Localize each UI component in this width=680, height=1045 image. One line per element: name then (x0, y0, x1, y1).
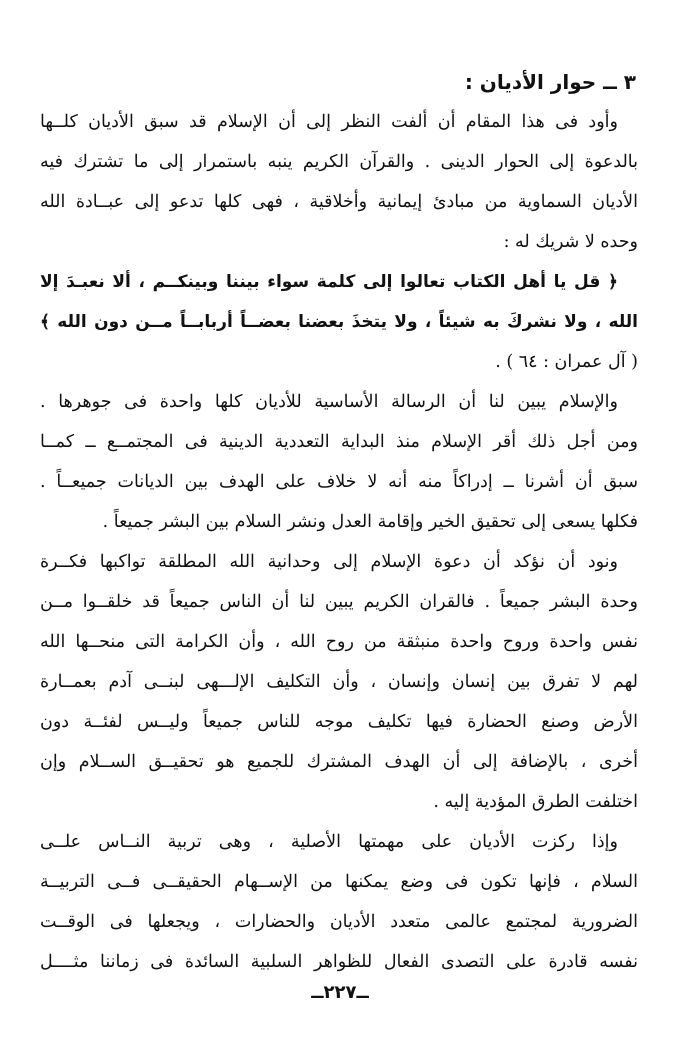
text-line: الأديان السماوية من مبادئ إيمانية وأخلاقية ، فهى كلها تدعو إلى عبــادة الله (40, 192, 638, 212)
text-line: الضرورية لمجتمع عالمى متعدد الأديان والحضارات ، ويجعلها فى الوقــت (40, 912, 638, 932)
text-line: بالدعوة إلى الحوار الدينى . والقرآن الكريم ينبه باستمرار إلى ما تشترك فيه (40, 152, 638, 172)
text-line: السلام ، فإنها تكون فى وضع يمكنها من الإســهام الحقيقــى فــى التربيــة (40, 872, 638, 892)
text-line: نفس واحدة وروح واحدة منبثقة من روح الله ، وأن الكرامة التى منحــها الله (40, 632, 638, 652)
quran-verse-line: ﴿ قل يا أهل الكتاب تعالوا إلى كلمة سواء بيننا وبينكــم ، ألا نعبـدَ إلا (40, 272, 618, 292)
verse-citation: ( آل عمران : ٦٤ ) . (495, 352, 638, 372)
text-line: ومن أجل ذلك أقر الإسلام منذ البداية التعددية الدينية فى المجتمــع ــ كمــا (40, 432, 638, 452)
text-line: لهم لا تفرق بين إنسان وإنسان ، وأن التكليف الإلـــهى لبنــى آدم بعمــارة (40, 672, 638, 692)
text-line: اختلفت الطرق المؤدية إليه . (433, 792, 638, 812)
text-line: وأود فى هذا المقام أن ألفت النظر إلى أن الإسلام قد سبق الأديان كلــها (40, 112, 618, 132)
page-number: ــ٢٢٧ــ (311, 982, 369, 1003)
page-body (40, 62, 638, 982)
text-line: نفسه قادرة على التصدى الفعال للظواهر السلبية السائدة فى زماننا مثــــل (40, 952, 638, 972)
text-line: الأرض وصنع الحضارة فيها تكليف موجه للناس جميعاً وليــس لفئــة دون (40, 712, 638, 732)
text-line: وحده لا شريك له : (503, 232, 638, 252)
text-line: وحدة البشر جميعاً . فالقران الكريم يبين لنا أن الناس جميعاً قد خلقــوا مــن (40, 592, 638, 612)
text-line: أخرى ، بالإضافة إلى أن الهدف المشترك للجميع هو تحقيــق الســلام وإن (40, 752, 638, 772)
section-heading: ٣ ــ حوار الأديان : (464, 70, 636, 94)
text-line: وإذا ركزت الأديان على مهمتها الأصلية ، وهى تربية النــاس علــى (40, 832, 618, 852)
text-line: سبق أن أشرنا ــ إدراكاً منه أنه لا خلاف على الهدف بين الديانات جميعــاً . (40, 472, 638, 492)
quran-verse-line: الله ، ولا نشركَ به شيئاً ، ولا يتخذَ بعضنا بعضــاً أربابــاً مــن دون الله ﴾ (40, 312, 638, 332)
text-line: ونود أن نؤكد أن دعوة الإسلام إلى وحدانية الله المطلقة تواكبها فكــرة (40, 552, 618, 572)
text-line: فكلها يسعى إلى تحقيق الخير وإقامة العدل ونشر السلام بين البشر جميعاً . (102, 512, 638, 532)
text-line: والإسلام يبين لنا أن الرسالة الأساسية للأديان كلها واحدة فى جوهرها . (40, 392, 618, 412)
text-block (40, 102, 638, 982)
